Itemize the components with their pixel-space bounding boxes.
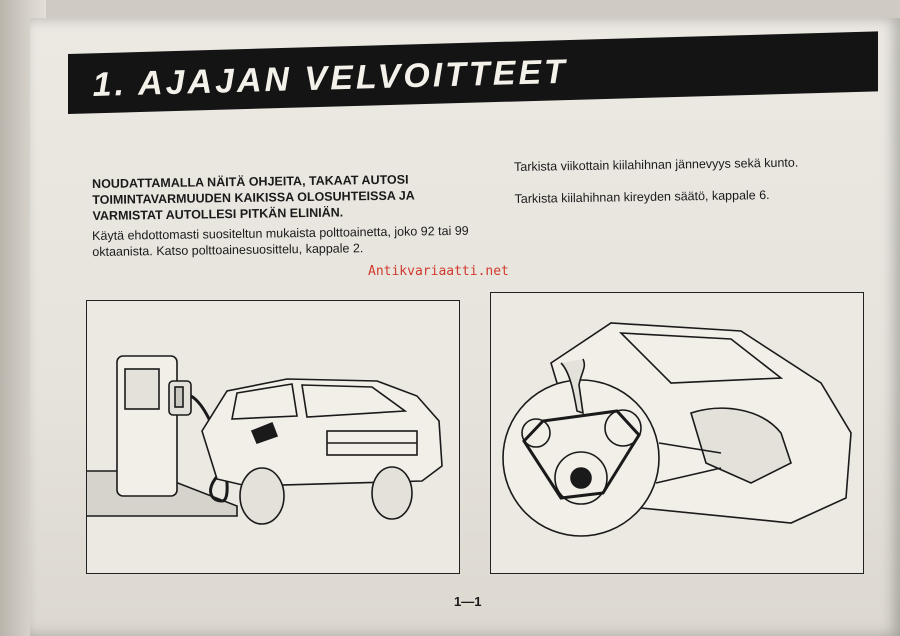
- page-number: 1—1: [454, 594, 482, 609]
- belt-instruction-1: Tarkista viikottain kiilahihnan jännevyys sekä kunto.: [514, 155, 799, 174]
- engine-belt-check-icon: [491, 293, 863, 573]
- fuel-pump-refuelling-icon: [87, 301, 459, 573]
- page-title: 1. AJAJAN VELVOITTEET: [92, 52, 569, 104]
- intro-paragraph: NOUDATTAMALLA NÄITÄ OHJEITA, TAKAAT AUTOSI TOIMINTAVARMUUDEN KAIKISSA OLOSUHTEISSA JA VARMISTAT AUTOLLESI PITKÄN ELINIÄN.: [92, 172, 415, 223]
- fuel-instruction: Käytä ehdottomasti suositeltun mukaista polttoainetta, joko 92 tai 99 oktaanista. Katso polttoainesuosittelu, kappale 2.: [92, 223, 469, 259]
- watermark: Antikvariaatti.net: [368, 264, 509, 279]
- refuelling-illustration: [86, 300, 460, 574]
- belt-check-illustration: [490, 292, 864, 574]
- belt-instruction-2: Tarkista kiilahihnan kireyden säätö, kappale 6.: [514, 187, 770, 206]
- belt-instructions: [514, 155, 855, 224]
